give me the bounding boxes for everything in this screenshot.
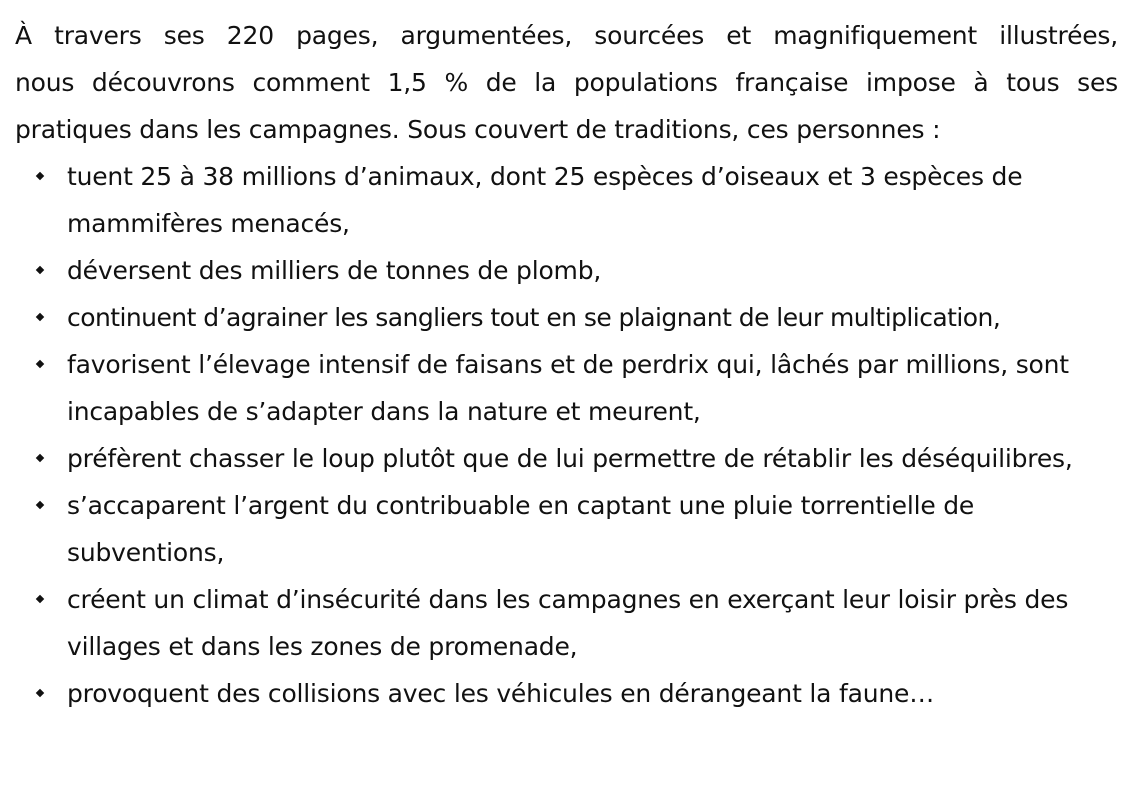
list-item-text: déversent des milliers de tonnes de plomb, (67, 256, 602, 285)
list-item (15, 153, 1118, 247)
list-item-text: créent un climat d’insécurité dans les campagnes en exerçant leur loisir près des villages et dans les zones de promenade, (67, 585, 1069, 661)
diamond-bullet-icon (36, 501, 44, 509)
diamond-bullet-icon (36, 689, 44, 697)
list-item (15, 341, 1118, 435)
diamond-bullet-icon (36, 313, 44, 321)
list-item-text: tuent 25 à 38 millions d’animaux, dont 25 espèces d’oiseaux et 3 espèces de mammifères menacés, (67, 162, 1023, 238)
list-item-text: s’accaparent l’argent du contribuable en captant une pluie torrentielle de subventions, (67, 491, 975, 567)
diamond-bullet-icon (36, 595, 44, 603)
diamond-bullet-icon (36, 172, 44, 180)
diamond-bullet-icon (36, 454, 44, 462)
list-item (15, 435, 1118, 482)
intro-paragraph (15, 12, 1118, 153)
list-item-text: préfèrent chasser le loup plutôt que de lui permettre de rétablir les déséquilibres, (67, 444, 1073, 473)
list-item (15, 670, 1118, 717)
list-item-text: provoquent des collisions avec les véhicules en dérangeant la faune… (67, 679, 935, 708)
diamond-bullet-icon (36, 266, 44, 274)
diamond-bullet-icon (36, 360, 44, 368)
list-item (15, 294, 1118, 341)
intro-line: pratiques dans les campagnes. Sous couvert de traditions, ces personnes : (15, 115, 941, 144)
intro-line: nous découvrons comment 1,5 % de la populations française impose à tous ses (15, 68, 1118, 97)
list-item (15, 576, 1118, 670)
bullet-list (15, 153, 1118, 717)
list-item-text: continuent d’agrainer les sangliers tout en se plaignant de leur multiplication, (67, 303, 1001, 332)
list-item (15, 482, 1118, 576)
list-item-text: favorisent l’élevage intensif de faisans et de perdrix qui, lâchés par millions, sont incapables de s’adapter dans la nature et meurent, (67, 350, 1069, 426)
list-item (15, 247, 1118, 294)
intro-line: À travers ses 220 pages, argumentées, sourcées et magnifiquement illustrées, (15, 21, 1118, 50)
